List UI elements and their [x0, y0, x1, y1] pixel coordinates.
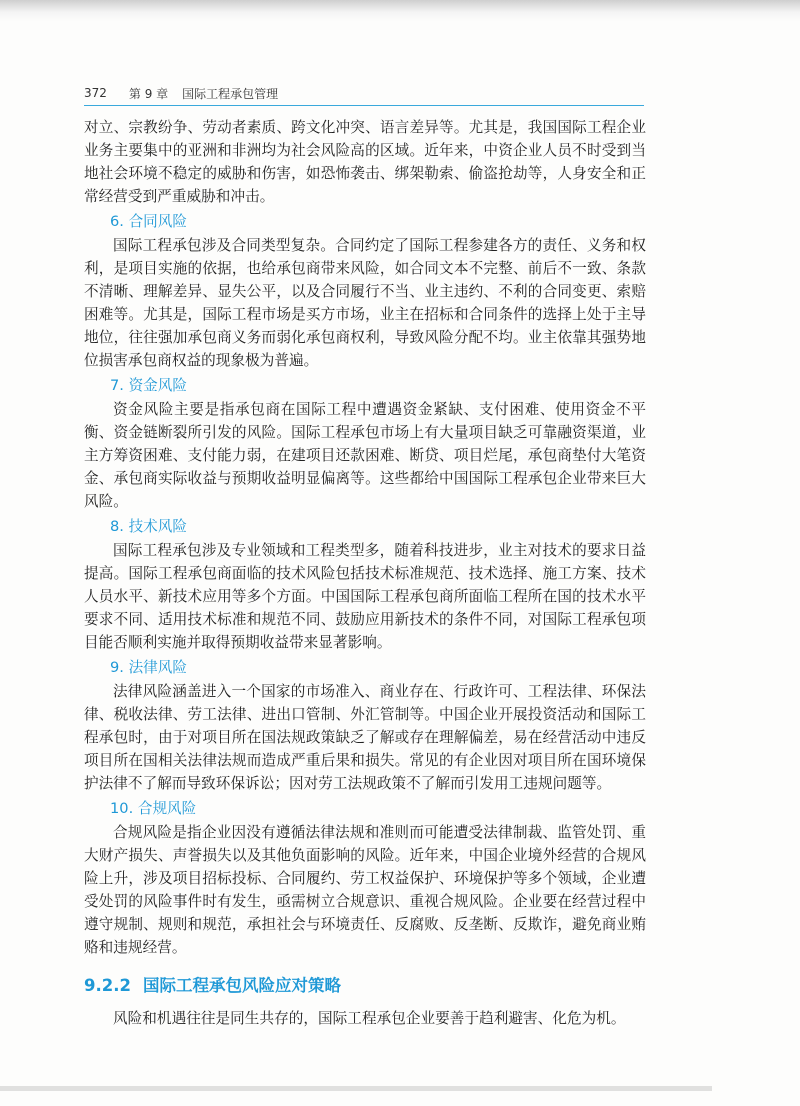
section-heading-technical-risk: 8. 技术风险 [110, 518, 187, 535]
header-rule [84, 105, 644, 106]
section-heading-legal-risk: 9. 法律风险 [110, 659, 187, 676]
subsection-number: 9.2.2 [84, 976, 131, 995]
section-text-compliance-risk: 合规风险是指企业因没有遵循法律法规和准则而可能遭受法律制裁、监管处罚、重大财产损失、声誉损失以及其他负面影响的风险。近年来，中国企业境外经营的合规风险上升，涉及项目招标投标、合同履约、劳工权益保护、环境保护等多个领域，企业遭受处罚的风险事件时有发生，亟需树立合规意识、重视合规风险。企业要在经营过程中遵守规制、规则和规范，承担社会与环境责任、反腐败、反垄断、反欺诈，避免商业贿赂和违规经营。 [84, 824, 646, 956]
section-text-technical-risk: 国际工程承包涉及专业领域和工程类型多，随着科技进步，业主对技术的要求日益提高。国际工程承包商面临的技术风险包括技术标准规范、技术选择、施工方案、技术人员水平、新技术应用等多个方面。中国国际工程承包商所面临工程所在国的技术水平要求不同、适用技术标准和规范不同、鼓励应用新技术的条件不同，对国际工程承包项目能否顺利实施并取得预期收益带来显著影响。 [84, 542, 646, 651]
chapter-title: 国际工程承包管理 [182, 86, 279, 101]
scan-edge-bottom [0, 1086, 712, 1091]
chapter-number: 第 9 章 [128, 86, 169, 101]
subsection-text: 风险和机遇往往是同生共存的，国际工程承包企业要善于趋利避害、化危为机。 [113, 1010, 626, 1027]
page-header [84, 82, 644, 104]
section-heading-capital-risk: 7. 资金风险 [110, 377, 187, 394]
page-number: 372 [84, 86, 107, 100]
subsection-heading [84, 973, 646, 999]
section-text-contract-risk: 国际工程承包涉及合同类型复杂。合同约定了国际工程参建各方的责任、义务和权利，是项目实施的依据，也给承包商带来风险，如合同文本不完整、前后不一致、条款不清晰、理解差异、显失公平，以及合同履行不当、业主违约、不利的合同变更、索赔困难等。尤其是，国际工程市场是买方市场，业主在招标和合同条件的选择上处于主导地位，往往强加承包商义务而弱化承包商权利，导致风险分配不均。业主依靠其强势地位损害承包商权益的现象极为普遍。 [84, 237, 646, 369]
section-heading-compliance-risk: 10. 合规风险 [110, 800, 197, 817]
section-text-legal-risk: 法律风险涵盖进入一个国家的市场准入、商业存在、行政许可、工程法律、环保法律、税收法律、劳工法律、进出口管制、外汇管制等。中国企业开展投资活动和国际工程承包时，由于对项目所在国法规政策缺乏了解或存在理解偏差，易在经营活动中违反项目所在国相关法律法规而造成严重后果和损失。常见的有企业因对项目所在国环境保护法律不了解而导致环保诉讼；因对劳工法规政策不了解而引发用工违规问题等。 [84, 683, 646, 792]
intro-paragraph: 对立、宗教纷争、劳动者素质、跨文化冲突、语言差异等。尤其是，我国国际工程企业业务主要集中的亚洲和非洲均为社会风险高的区域。近年来，中资企业人员不时受到当地社会环境不稳定的威胁和伤害，如恐怖袭击、绑架勒索、偷盗抢劫等，人身安全和正常经营受到严重威胁和冲击。 [84, 119, 646, 205]
section-heading-contract-risk: 6. 合同风险 [110, 213, 187, 230]
scan-edge-top [0, 0, 800, 22]
page-body [84, 116, 646, 1030]
subsection-title: 国际工程承包风险应对策略 [142, 976, 341, 995]
section-text-capital-risk: 资金风险主要是指承包商在国际工程中遭遇资金紧缺、支付困难、使用资金不平衡、资金链断裂所引发的风险。国际工程承包市场上有大量项目缺乏可靠融资渠道，业主方筹资困难、支付能力弱，在建项目还款困难、断贷、项目烂尾，承包商垫付大笔资金、承包商实际收益与预期收益明显偏离等。这些都给中国国际工程承包企业带来巨大风险。 [84, 401, 646, 510]
